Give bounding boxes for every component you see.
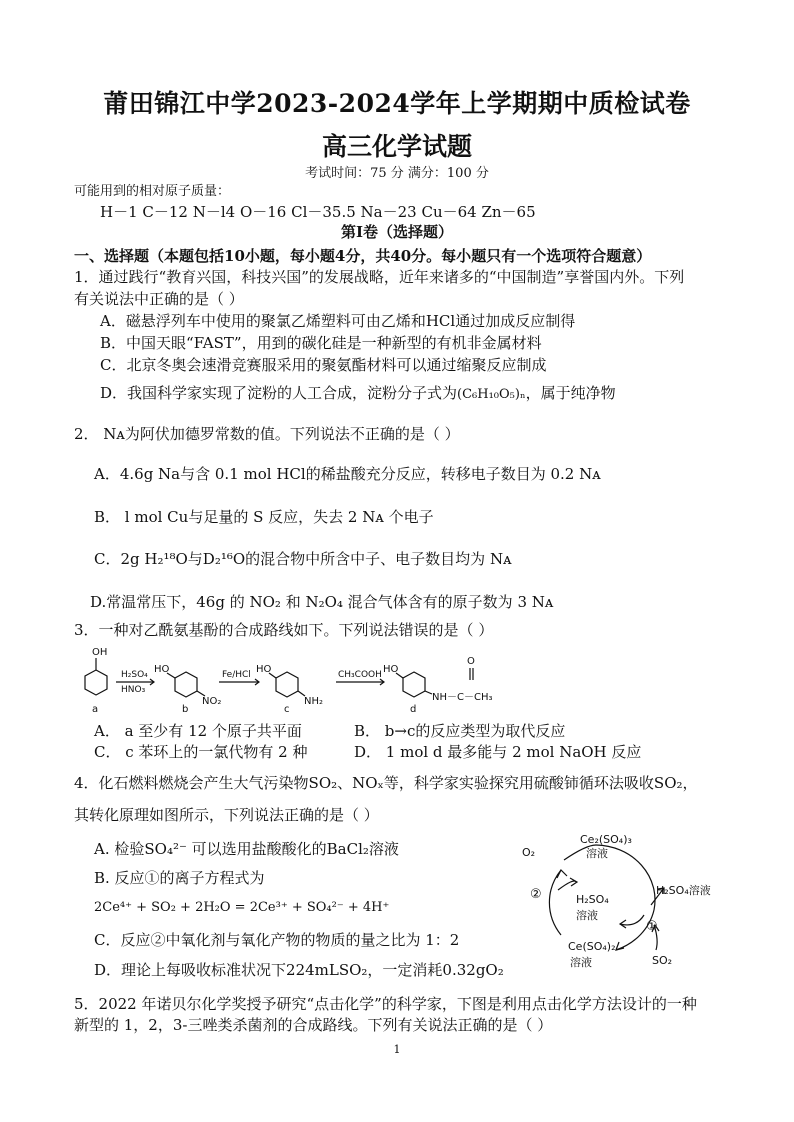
- scheme-carbonyl-o: O: [467, 656, 475, 667]
- q4-stem-line2: 其转化原理如图所示，下列说法正确的是（ ）: [74, 806, 379, 824]
- scheme-ho-d: HO: [383, 664, 399, 675]
- h2so4-label: H₂SO₄: [576, 893, 609, 906]
- q3-stem: 3．一种对乙酰氨基酚的合成路线如下。下列说法错误的是（ ）: [74, 621, 494, 639]
- reagent-hno3: HNO₃: [121, 685, 146, 695]
- label-b: b: [182, 704, 189, 715]
- reaction-1-label: ①: [646, 919, 658, 934]
- q5-stem-line2: 新型的 1，2，3-三唑类杀菌剂的合成路线。下列有关说法正确的是（ ）: [74, 1016, 553, 1034]
- reaction-2-label: ②: [530, 887, 542, 902]
- page-number: 1: [393, 1043, 401, 1056]
- q1-option-a: A．磁悬浮列车中使用的聚氯乙烯塑料可由乙烯和HCl通过加成反应制得: [100, 312, 576, 330]
- atomic-mass-values: H－1 C－12 N－l4 O－16 Cl－35.5 Na－23 Cu－64 Zn－65: [100, 203, 536, 221]
- q2-option-d: D.常温常压下，46g 的 NO₂ 和 N₂O₄ 混合气体含有的原子数为 3 Nᴀ: [90, 593, 554, 611]
- subject-title: 高三化学试题: [321, 132, 472, 161]
- section-heading: 一、选择题（本题包括10小题，每小题4分，共40分。每小题只有一个选项符合题意）: [74, 247, 652, 265]
- scheme-ho-c: HO: [256, 664, 272, 675]
- school-title: 莆田锦江中学2023-2024学年上学期期中质检试卷: [103, 89, 691, 118]
- label-d: d: [410, 704, 417, 715]
- q2-stem: 2． Nᴀ为阿伏加德罗常数的值。下列说法不正确的是（ ）: [74, 425, 460, 443]
- atomic-mass-label: 可能用到的相对原子质量：: [74, 184, 231, 199]
- q3-synthesis-scheme: [74, 644, 544, 716]
- label-a: a: [92, 704, 99, 715]
- o2-label: O₂: [522, 846, 536, 859]
- q1-option-d-formula: (C₆H₁₀O₅)ₙ: [457, 387, 526, 402]
- q2-option-c: C．2g H₂¹⁸O与D₂¹⁶O的混合物中所含中子、电子数目均为 Nᴀ: [94, 550, 512, 568]
- q5-stem-line1: 5．2022 年诺贝尔化学奖授予研究“点击化学”的科学家，下图是利用点击化学方法设计的一种: [74, 995, 697, 1013]
- q4-cerium-cycle-diagram: [516, 830, 736, 975]
- q3-option-c: C． c 苯环上的一氯代物有 2 种: [94, 743, 308, 761]
- ceso42-solution: 溶液: [570, 956, 592, 969]
- ring-c: [276, 672, 298, 697]
- ceso42-label: Ce(SO₄)₂: [568, 940, 616, 953]
- ce2so43-solution: 溶液: [586, 847, 608, 860]
- q3-option-b: B． b→c的反应类型为取代反应: [354, 722, 566, 740]
- q3-option-d: D． 1 mol d 最多能与 2 mol NaOH 反应: [354, 743, 642, 761]
- q4-option-b-equation: 2Ce⁴⁺ + SO₂ + 2H₂O = 2Ce³⁺ + SO₄²⁻ + 4H⁺: [94, 900, 390, 915]
- scheme-nh2: NH₂: [304, 696, 324, 707]
- q1-option-c: C．北京冬奥会速滑竞赛服采用的聚氨酯材料可以通过缩聚反应制成: [100, 356, 547, 374]
- scheme-amide: NH－C－CH₃: [432, 692, 493, 703]
- q1-stem-line2: 有关说法中正确的是（ ）: [74, 290, 244, 308]
- q3-option-a: A． a 至少有 12 个原子共平面: [94, 722, 302, 740]
- scheme-oh: OH: [92, 647, 108, 658]
- h2so4-out-label: H₂SO₄溶液: [656, 884, 711, 897]
- reagent-acetic-acid: CH₃COOH: [338, 670, 382, 680]
- q4-stem-line1: 4．化石燃料燃烧会产生大气污染物SO₂、NOₓ等，科学家实验探究用硫酸铈循环法吸收SO₂，: [74, 774, 698, 792]
- so2-label: SO₂: [652, 954, 673, 967]
- q1-option-d-text: D．我国科学家实现了淀粉的人工合成，淀粉分子式为: [100, 384, 458, 402]
- q2-option-b: B． l mol Cu与足量的 S 反应，失去 2 Nᴀ 个电子: [94, 508, 434, 526]
- q4-option-c: C．反应②中氧化剂与氧化产物的物质的量之比为 1：2: [94, 931, 460, 949]
- h2so4-solution: 溶液: [576, 909, 598, 922]
- scheme-ho-b: HO: [154, 664, 170, 675]
- ring-a: [85, 670, 107, 695]
- q1-option-d-tail: ，属于纯净物: [525, 384, 616, 402]
- q1-option-d: [100, 383, 616, 405]
- volume-title: 第Ⅰ卷（选择题）: [340, 223, 454, 241]
- q4-option-d: D．理论上每吸收标准状况下224mLSO₂，一定消耗0.32gO₂: [94, 961, 504, 979]
- q4-option-a: A. 检验SO₄²⁻ 可以选用盐酸酸化的BaCl₂溶液: [94, 840, 399, 858]
- q4-option-b: B. 反应①的离子方程式为: [94, 869, 265, 887]
- reagent-h2so4: H₂SO₄: [121, 670, 148, 680]
- reagent-fe-hcl: Fe/HCl: [222, 670, 251, 680]
- q1-stem-line1: 1．通过践行“教育兴国，科技兴国”的发展战略，近年来诸多的“中国制造”享誉国内外。下列: [74, 268, 685, 286]
- scheme-no2: NO₂: [202, 696, 222, 707]
- q1-option-b: B．中国天眼“FAST”，用到的碳化硅是一种新型的有机非金属材料: [100, 334, 542, 352]
- exam-info: 考试时间：75 分 满分：100 分: [305, 166, 489, 181]
- label-c: c: [284, 704, 290, 715]
- ring-d: [403, 672, 425, 697]
- ring-b: [175, 672, 197, 697]
- ce2so43-label: Ce₂(SO₄)₃: [580, 833, 632, 846]
- q2-option-a: A．4.6g Na与含 0.1 mol HCl的稀盐酸充分反应，转移电子数目为 0.2 Nᴀ: [94, 465, 601, 483]
